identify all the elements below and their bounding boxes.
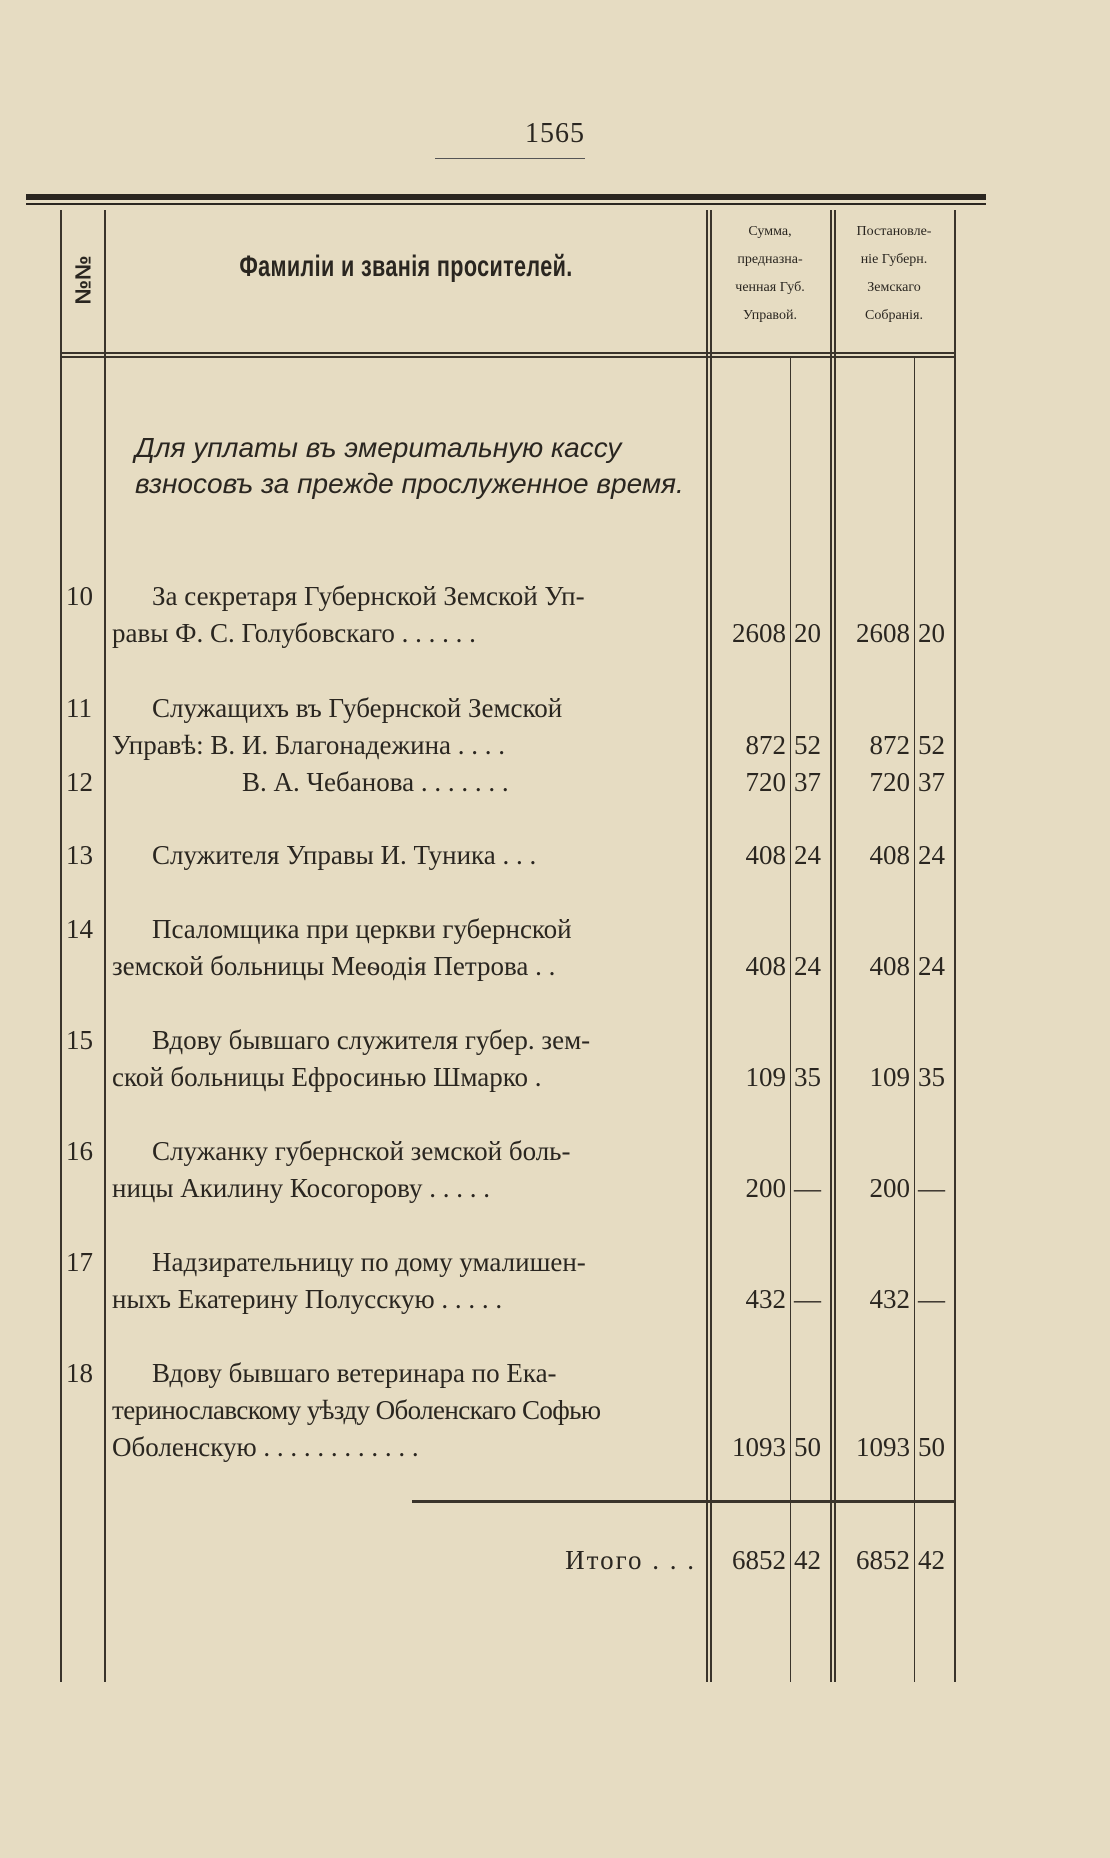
row-number: 17 [66,1247,93,1277]
sum-rubles: 408 [745,951,786,981]
sum-rubles: 109 [745,1062,786,1092]
row-text: В. А. Чебанова . . . . . . . [242,767,509,797]
sum-kopecks: 50 [794,1432,821,1462]
resolution-rubles: 408 [869,951,910,981]
row-text: Вдову бывшаго ветеринара по Ека- теринославскому уѣзду Оболенскаго Софью Оболенскую . . . . . . . . . . . . [112,1358,601,1462]
sum-rubles: 432 [745,1284,786,1314]
sum-rubles: 720 [745,767,786,797]
header-names-label: Фамиліи и званія просителей. [239,250,573,283]
resolution-kopecks: 37 [918,767,945,797]
total-sum-kopecks: 42 [794,1545,821,1575]
sum-kopecks: — [794,1173,821,1203]
total-resolution-rubles: 6852 [856,1545,910,1575]
row-text: Служанку губернской земской боль- ницы Акилину Косогорову . . . . . [112,1136,571,1203]
row-number: 12 [66,767,93,797]
resolution-kopecks: — [918,1173,945,1203]
resolution-kopecks: 24 [918,840,945,870]
sum-kopecks: 24 [794,951,821,981]
row-number: 18 [66,1358,93,1388]
resolution-rubles: 200 [869,1173,910,1203]
total-label: Итого . . . [565,1545,696,1575]
sum-kopecks: 37 [794,767,821,797]
row-text: Служителя Управы И. Туника . . . [152,840,537,870]
sum-rubles: 200 [745,1173,786,1203]
sum-kopecks: 35 [794,1062,821,1092]
resolution-kopecks: 20 [918,618,945,648]
resolution-rubles: 720 [869,767,910,797]
sum-kopecks: 20 [794,618,821,648]
resolution-kopecks: 24 [918,951,945,981]
top-rule [26,194,986,200]
header-sum-label: Сумма, предназна- ченная Губ. Управой. [735,224,805,323]
row-text: Надзирательницу по дому умалишен- ныхъ Екатерину Полусскую . . . . . [112,1247,586,1314]
row-text: Вдову бывшаго служителя губер. зем- ской больницы Ефросинью Шмарко . [112,1025,591,1092]
row-number: 11 [66,693,92,723]
resolution-rubles: 408 [869,840,910,870]
header-resolution-label: Постановле- ніе Губерн. Земскаго Собранія. [856,224,932,323]
resolution-rubles: 109 [869,1062,910,1092]
sum-rubles: 872 [745,730,786,760]
row-number: 13 [66,840,93,870]
resolution-rubles: 1093 [856,1432,910,1462]
row-number: 15 [66,1025,93,1055]
total-sum-rubles: 6852 [732,1545,786,1575]
total-resolution-kopecks: 42 [918,1545,945,1575]
row-text: За секретаря Губернской Земской Уп- равы Ф. С. Голубовскаго . . . . . . [112,581,585,648]
sum-rubles: 1093 [732,1432,786,1462]
resolution-rubles: 872 [869,730,910,760]
row-number: 10 [66,581,93,611]
header-number-label: №№ [71,255,96,305]
row-text: Служащихъ въ Губернской Земской Управѣ: В. И. Благонадежина . . . . [112,693,563,760]
resolution-kopecks: — [918,1284,945,1314]
top-rule-thin [26,203,986,205]
resolution-kopecks: 52 [918,730,945,760]
page-number: 1565 [525,118,585,149]
resolution-kopecks: 35 [918,1062,945,1092]
row-number: 14 [66,914,93,944]
sum-rubles: 2608 [732,618,786,648]
sum-kopecks: 52 [794,730,821,760]
row-text: Псаломщика при церкви губернской земской больницы Меѳодія Петрова . . [112,914,572,981]
resolution-rubles: 2608 [856,618,910,648]
sum-rubles: 408 [745,840,786,870]
sum-kopecks: 24 [794,840,821,870]
resolution-kopecks: 50 [918,1432,945,1462]
section-title: Для уплаты въ эмеритальную кассу взносовъ за прежде прослуженное время. [135,432,684,499]
sum-kopecks: — [794,1284,821,1314]
page-number-rule [435,158,585,159]
resolution-rubles: 432 [869,1284,910,1314]
row-number: 16 [66,1136,93,1166]
